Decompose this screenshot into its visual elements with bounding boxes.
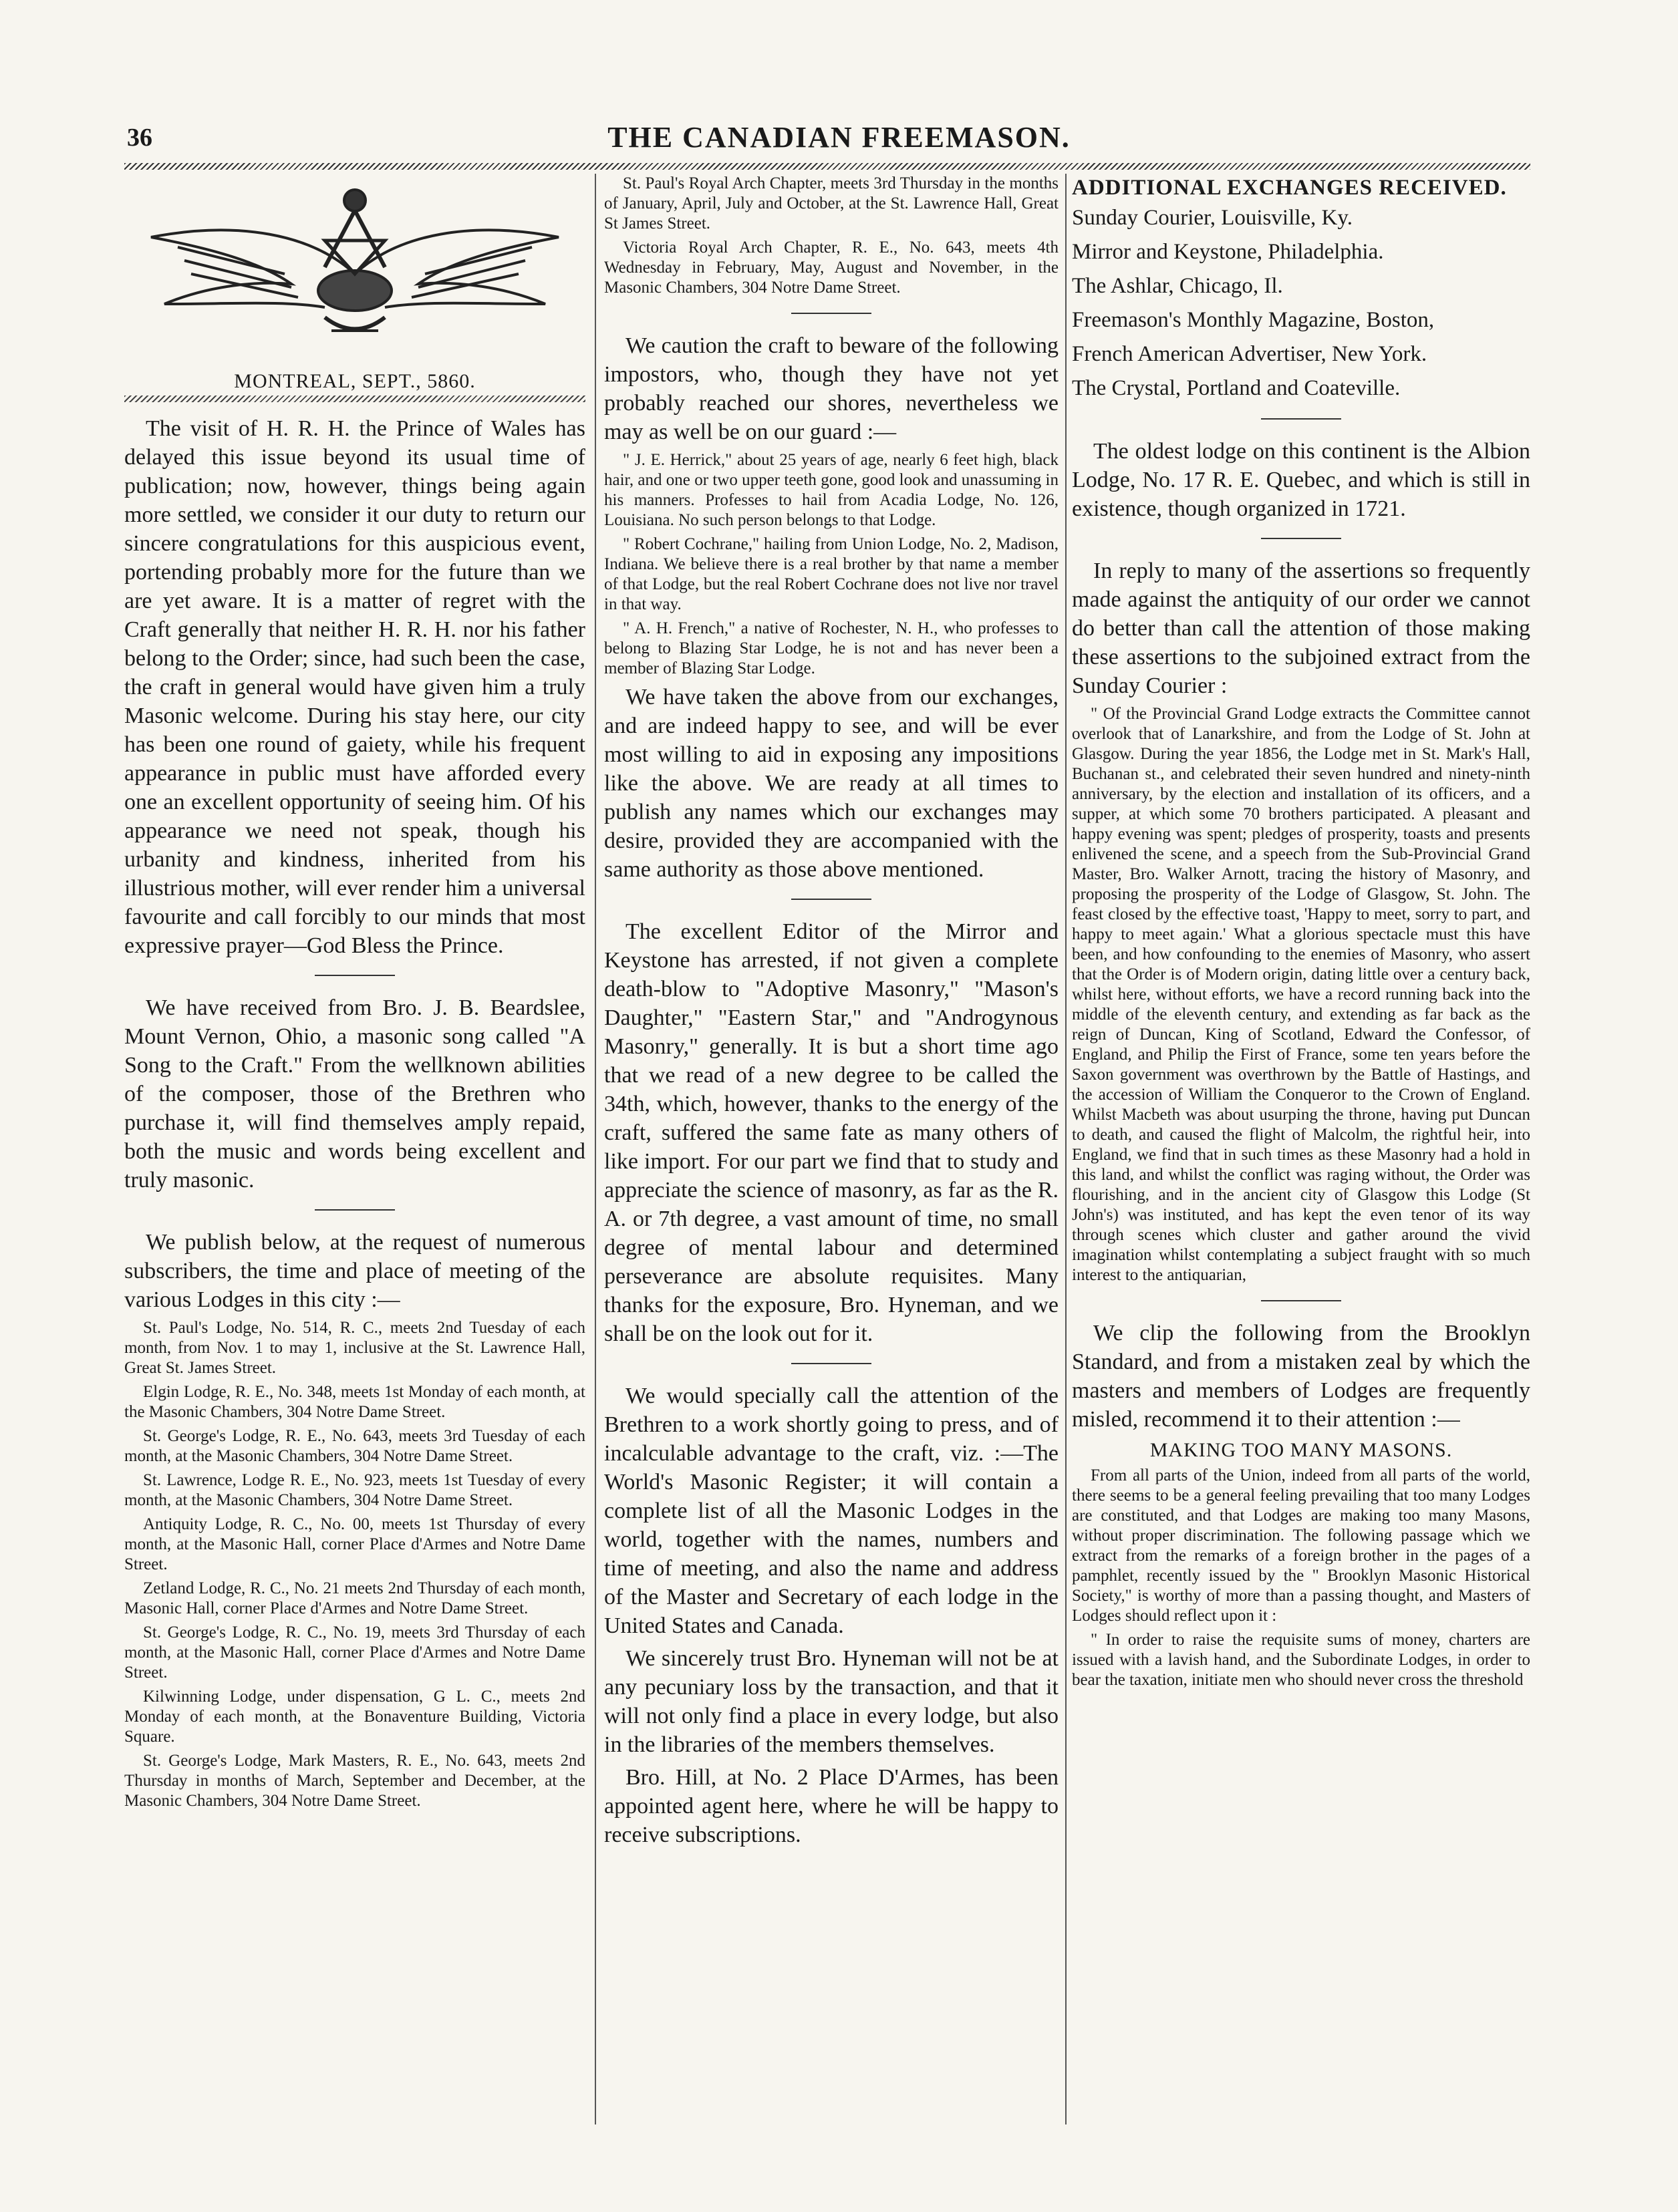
agent-paragraph: Bro. Hill, at No. 2 Place D'Armes, has been appointed agent here, where he will be happy to receive subscriptions. — [604, 1765, 1059, 1847]
editor-paragraph: The excellent Editor of the Mirror and Keystone has arrested, if not given a complete death-blow to "Adoptive Masonry," "Mason's Daughter," "Eastern Star," and "Androgynous Masonry," generally. It is but a short time ago that we read of a new degree to be called the 34th, which, however, thanks to the energy of the craft, suffered the same fate as many others of like import. For our part we find that to study and appreciate the science of masonry, as far as the R. A. or 7th degree, a vast amount of time, no small degree of mental labour and determined perseverance are absolute requisites. Many thanks for the exposure, Bro. Hyneman, and we shall be on the look out for it. — [604, 919, 1059, 1346]
courier-extract: " Of the Provincial Grand Lodge extracts the Committee cannot overlook that of Lanarkshire, and from the Lodge of St. John at Glasgow. During the year 1856, the Lodge met in St. Mark's Hall, Buchanan st., and celebrated their seven hundred and ninety-ninth anniversary, by the election and installation of its officers, and a supper, at which some 70 brothers participated. A pleasant and happy evening was spent; pledges of prosperity, toasts and presents enlivened the scene, and a speech from the Sub-Provincial Grand Master, Bro. Walker Arnott, tracing the history of Masonry, and proposing the prosperity of the Lodge of Glasgow, St. John. The feast closed by the effective toast, 'Happy to meet, sorry to part, and happy to meet again.' What a glorious spectacle must this have been, and how confounding to the enemies of Masonry, who assert that the Order is of Modern origin, dating little over a century back, whilst here, without efforts, we have a record running back into the middle of the eleventh century, and extending as far back as the reign of Duncan, King of Scotland, Edward the Confessor, of England, and Philip the First of France, some ten years before the Saxon government was overthrown by the Battle of Hastings, and the accession of William the Conqueror to the Crown of England. Whilst Macbeth was about usurping the throne, having put Duncan to death, and caused the flight of Malcolm, the rightful heir, into England, we find that in such times as these Masonry had a hold in this land, and whilst the conflict was raging without, the Order was flourishing, and in the ancient city of Glasgow this Lodge (St John's) was instituted, and has kept the even tenor of its way through scenes which cluster and gather around the vivid imagination whilst contemplating a subject fraught with so much interest to the antiquarian, — [1072, 705, 1530, 1284]
lodge-entry: St. Paul's Lodge, No. 514, R. C., meets 2nd Tuesday of each month, from Nov. 1 to may 1, inclusive at the St. Lawrence Hall, Great St. James Street. — [124, 1319, 585, 1377]
wavy-rule — [124, 396, 585, 402]
reply-paragraph: In reply to many of the assertions so frequently made against the antiquity of our order we cannot do better than call the attention of those making these assertions to the subjoined extract from the Sunday Courier : — [1072, 559, 1530, 698]
exchanges-heading: ADDITIONAL EXCHANGES RECEIVED. — [1072, 176, 1507, 200]
lodges-intro-paragraph: We publish below, at the request of numerous subscribers, the time and place of meeting of the various Lodges in this city :— — [124, 1230, 585, 1312]
lodge-entry: St. George's Lodge, R. C., No. 19, meets 3rd Thursday of each month, at the Masonic Hall, corner Place d'Armes and Notre Dame Street. — [124, 1623, 585, 1682]
lodge-entry: Antiquity Lodge, R. C., No. 00, meets 1st Thursday of every month, at the Masonic Hall, corner Place d'Armes and Notre Dame Street. — [124, 1515, 585, 1573]
column-divider — [1065, 174, 1067, 2124]
chapter-entry: Victoria Royal Arch Chapter, R. E., No. 643, meets 4th Wednesday in February, May, August and November, in the Masonic Chambers, 304 Notre Dame Street. — [604, 239, 1059, 297]
lodge-entry: Kilwinning Lodge, under dispensation, G L. C., meets 2nd Monday of each month, at the Bonaventure Building, Victoria Square. — [124, 1688, 585, 1746]
exchange-item: The Ashlar, Chicago, Il. — [1072, 274, 1283, 298]
masthead-rule — [124, 163, 1530, 170]
lodge-entry: Zetland Lodge, R. C., No. 21 meets 2nd Thursday of each month, Masonic Hall, corner Place d'Armes and Notre Dame Street. — [124, 1579, 585, 1617]
article-subheading: MAKING TOO MANY MASONS. — [1149, 1439, 1453, 1461]
caution-paragraph: We caution the craft to beware of the following impostors, who, though they have not yet probably reached our shores, nevertheless we may as well be on our guard :— — [604, 333, 1059, 444]
register-paragraph: We would specially call the attention of the Brethren to a work shortly going to press, and of incalculable advantage to the craft, viz. :—The World's Masonic Register; it will contain a complete list of all the Masonic Lodges in the world, together with the names, numbers and time of meeting, and also the name and address of the Master and Secretary of each lodge in the United States and Canada. — [604, 1384, 1059, 1638]
exchange-item: Sunday Courier, Louisville, Ky. — [1072, 206, 1353, 230]
section-separator — [315, 975, 395, 976]
section-separator — [1261, 418, 1341, 420]
section-separator — [791, 899, 871, 900]
clip-paragraph: We clip the following from the Brooklyn Standard, and from a mistaken zeal by which the masters and members of Lodges are frequently misled, recommend it to their attention :— — [1072, 1321, 1530, 1432]
exchange-item: Freemason's Monthly Magazine, Boston, — [1072, 308, 1435, 332]
section-separator — [315, 1209, 395, 1211]
column-three — [1072, 174, 1530, 2124]
section-separator — [791, 313, 871, 314]
exchange-item: French American Advertiser, New York. — [1072, 342, 1427, 366]
lodge-entry: St. George's Lodge, Mark Masters, R. E., No. 643, meets 2nd Thursday in months of March, September and December, at the Masonic Chambers, 304 Notre Dame Street. — [124, 1752, 585, 1810]
page-number: 36 — [127, 124, 152, 152]
exchanges-paragraph: We have taken the above from our exchanges, and are indeed happy to see, and will be ever most willing to aid in exposing any impositions like the above. We are ready at all times to publish any names which our exchanges may desire, provided they are accompanied with the same authority as those above mentioned. — [604, 685, 1059, 882]
trust-paragraph: We sincerely trust Bro. Hyneman will not be at any pecuniary loss by the transaction, and that it will not only find a place in every lodge, but also in the libraries of the members themselves. — [604, 1646, 1059, 1757]
section-separator — [1261, 538, 1341, 539]
impostor-entry: " J. E. Herrick," about 25 years of age, nearly 6 feet high, black hair, and one or two upper teeth gone, good look and unassuming in his manners. Professes to hail from Acadia Lodge, No. 126, Louisiana. No such person belongs to that Lodge. — [604, 451, 1059, 529]
lodge-entry: Elgin Lodge, R. E., No. 348, meets 1st Monday of each month, at the Masonic Chambers, 304 Notre Dame Street. — [124, 1383, 585, 1421]
masthead-title: THE CANADIAN FREEMASON. — [607, 121, 1071, 154]
lodge-entry: St. George's Lodge, R. E., No. 643, meets 3rd Tuesday of each month, at the Masonic Chambers, 304 Notre Dame Street. — [124, 1427, 585, 1465]
impostor-entry: " Robert Cochrane," hailing from Union Lodge, No. 2, Madison, Indiana. We believe there is a real brother by that name a member of that Lodge, but the real Robert Cochrane does not live nor travel in that way. — [604, 535, 1059, 613]
section-separator — [791, 1363, 871, 1364]
song-paragraph: We have received from Bro. J. B. Beardslee, Mount Vernon, Ohio, a masonic song called "A Song to the Craft." From the wellknown abilities of the composer, those of the Brethren who purchase it, will find themselves amply repaid, both the music and words being excellent and truly masonic. — [124, 995, 585, 1193]
chapter-entry: St. Paul's Royal Arch Chapter, meets 3rd Thursday in the months of January, April, July and October, at the St. Lawrence Hall, Great St James Street. — [604, 174, 1059, 232]
dateline: MONTREAL, SEPT., 5860. — [234, 370, 476, 392]
column-divider — [595, 174, 596, 2124]
exchange-item: Mirror and Keystone, Philadelphia. — [1072, 240, 1384, 264]
column-one — [124, 174, 585, 2124]
column-two — [604, 174, 1059, 2124]
masonic-emblem-icon — [124, 174, 585, 361]
prince-visit-paragraph: The visit of H. R. H. the Prince of Wales has delayed this issue beyond its usual time of publication; now, however, things being again more settled, we consider it our duty to return our sincere congratulations for this auspicious event, portending probably more for the future than we are yet aware. It is a matter of regret with the Craft generally that neither H. R. H. nor his father belong to the Order; since, had such been the case, the craft in general would have given him a truly Masonic welcome. During his stay here, our city has been one round of gaiety, while his frequent appearance in public must have afforded every one an excellent opportunity of seeing him. Of his appearance we need not speak, though his urbanity and kindness, inherited from his illustrious mother, will ever render him a universal favourite and call forcibly to our minds that most expressive prayer—God Bless the Prince. — [124, 416, 585, 958]
lodge-entry: St. Lawrence, Lodge R. E., No. 923, meets 1st Tuesday of every month, at the Masonic Chambers, 304 Notre Dame Street. — [124, 1471, 585, 1509]
impostor-entry: " A. H. French," a native of Rochester, N. H., who professes to belong to Blazing Star Lodge, he is not and has never been a member of Blazing Star Lodge. — [604, 619, 1059, 677]
exchange-item: The Crystal, Portland and Coateville. — [1072, 376, 1401, 400]
oldest-lodge-paragraph: The oldest lodge on this continent is the Albion Lodge, No. 17 R. E. Quebec, and which is still in existence, though organized in 1721. — [1072, 439, 1530, 521]
making-masons-paragraph: From all parts of the Union, indeed from all parts of the world, there seems to be a general feeling prevailing that too many Lodges are constituted, and that Lodges are making too many Masons, without proper discrimination. The following passage which we extract from the remarks of a foreign brother in the pages of a pamphlet, recently issued by the " Brooklyn Masonic Historical Society," is worthy of more than a passing thought, and Masters of Lodges should reflect upon it : — [1072, 1466, 1530, 1625]
charters-paragraph: " In order to raise the requisite sums of money, charters are issued with a lavish hand, and the Subordinate Lodges, in order to bear the taxation, initiate men who should never cross the threshold — [1072, 1631, 1530, 1689]
section-separator — [1261, 1300, 1341, 1301]
